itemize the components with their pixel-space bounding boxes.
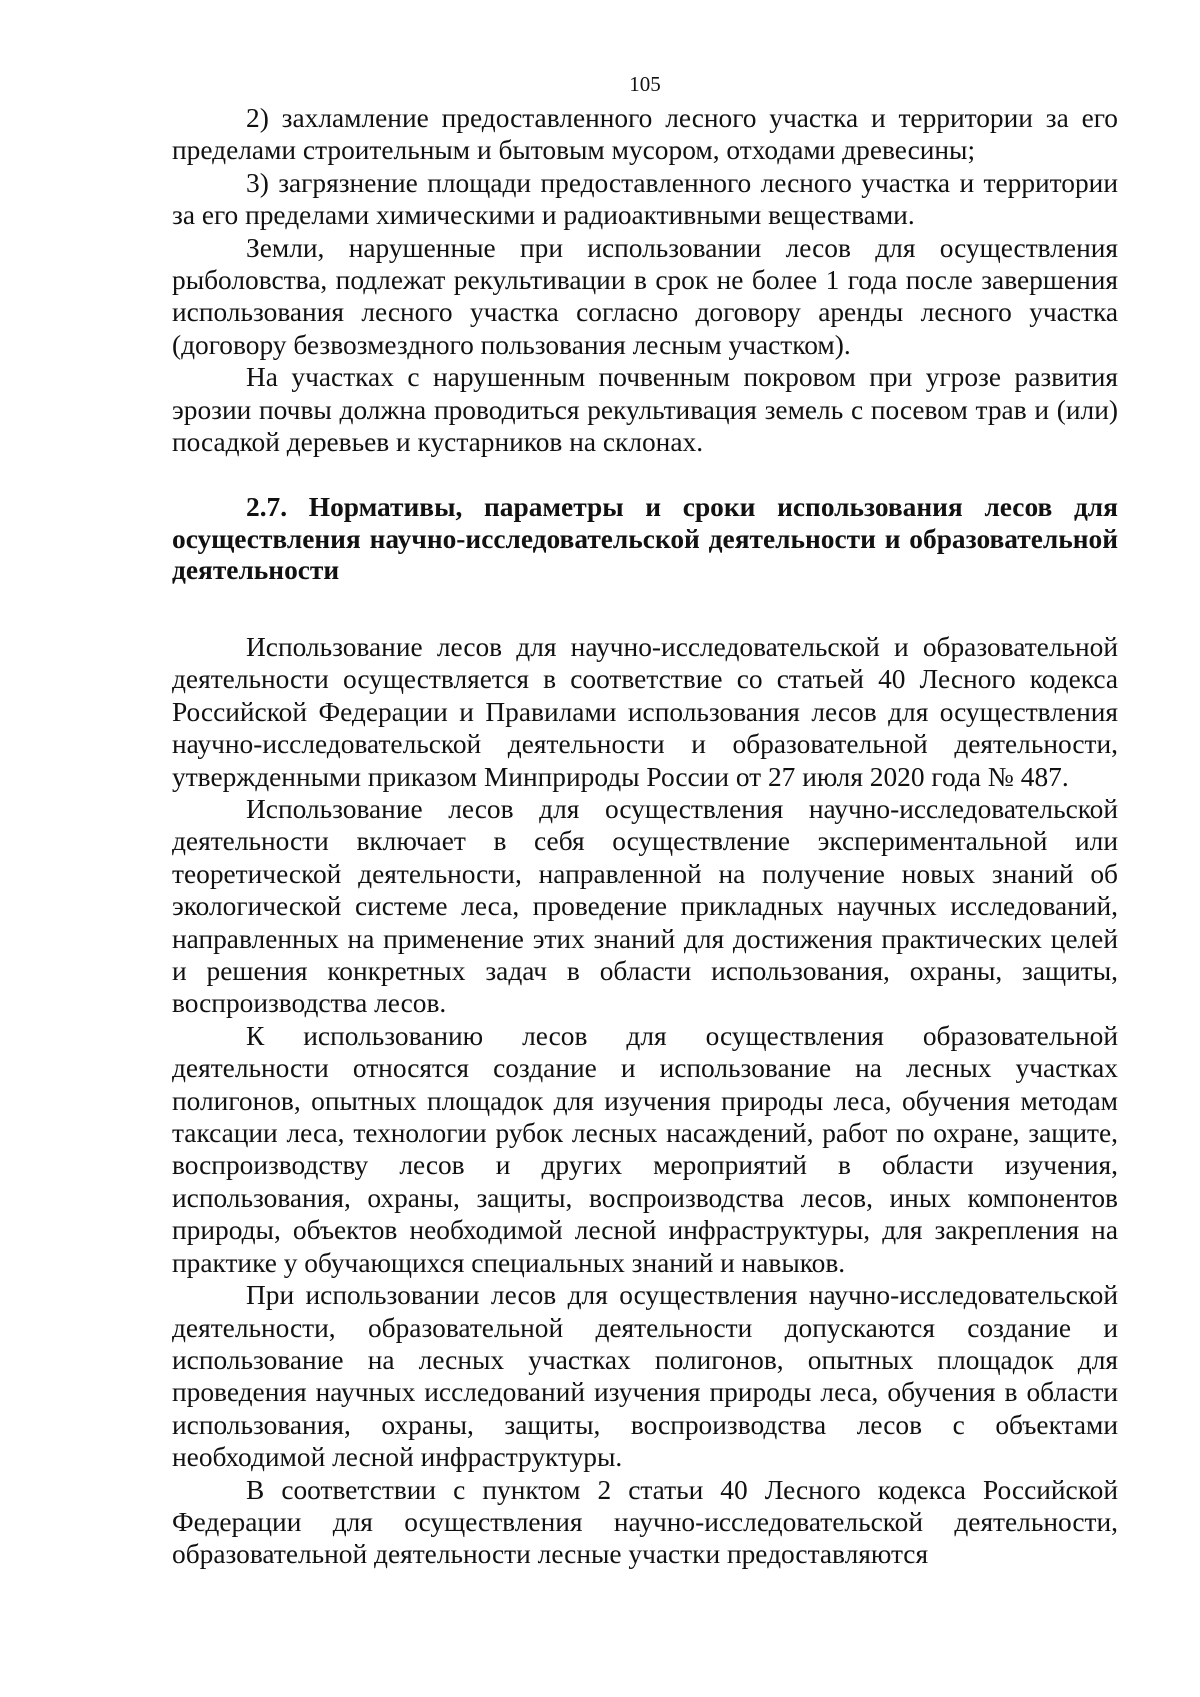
paragraph-item-3: 3) загрязнение площади предоставленного лесного участка и территории за его пределами химическими и радиоактивными веществами. — [172, 167, 1118, 231]
paragraph-land-reclamation: Земли, нарушенные при использовании лесов для осуществления рыболовства, подлежат рекультивации в срок не более 1 года после завершения использования лесного участка согласно договору аренды лесного участка (договору безвозмездного пользования лесным участком). — [172, 232, 1118, 360]
section-paragraph-1: Использование лесов для научно-исследовательской и образовательной деятельности осуществляется в соответствие со статьей 40 Лесного кодекса Российской Федерации и Правилами использования лесов для осуществления научно-исследовательской деятельности и образовательной деятельности, утвержденными приказом Минприроды России от 27 июля 2020 года № 487. — [172, 631, 1118, 792]
section-heading: 2.7. Нормативы, параметры и сроки использования лесов для осуществления научно-исследовательской деятельности и образовательной деятельности — [172, 492, 1118, 586]
section-paragraph-3: К использованию лесов для осуществления образовательной деятельности относятся создание и использование на лесных участках полигонов, опытных площадок для изучения природы леса, обучения методам таксации леса, технологии рубок лесных насаждений, работ по охране, защите, воспроизводству лесов и других мероприятий в области изучения, использования, охраны, защиты, воспроизводства лесов, иных компонентов природы, объектов необходимой лесной инфраструктуры, для закрепления на практике у обучающихся специальных знаний и навыков. — [172, 1020, 1118, 1278]
paragraph-erosion: На участках с нарушенным почвенным покровом при угрозе развития эрозии почвы должна проводиться рекультивация земель с посевом трав и (или) посадкой деревьев и кустарников на склонах. — [172, 362, 1118, 458]
section-paragraph-2: Использование лесов для осуществления научно-исследовательской деятельности включает в себя осуществление экспериментальной или теоретической деятельности, направленной на получение новых знаний об экологической системе леса, проведение прикладных научных исследований, направленных на применение этих знаний для достижения практических целей и решения конкретных задач в области использования, охраны, защиты, воспроизводства лесов. — [172, 794, 1118, 1019]
document-page — [172, 70, 1118, 1571]
section-paragraph-5: В соответствии с пунктом 2 статьи 40 Лесного кодекса Российской Федерации для осуществления научно-исследовательской деятельности, образовательной деятельности лесные участки предоставляются — [172, 1474, 1118, 1570]
paragraph-item-2: 2) захламление предоставленного лесного участка и территории за его пределами строительным и бытовым мусором, отходами древесины; — [172, 103, 1118, 166]
section-paragraph-4: При использовании лесов для осуществления научно-исследовательской деятельности, образовательной деятельности допускаются создание и использование на лесных участках полигонов, опытных площадок для проведения научных исследований изучения природы леса, обучения в области использования, охраны, защиты, воспроизводства лесов с объектами необходимой лесной инфраструктуры. — [172, 1280, 1118, 1473]
page-number: 105 — [629, 72, 661, 96]
